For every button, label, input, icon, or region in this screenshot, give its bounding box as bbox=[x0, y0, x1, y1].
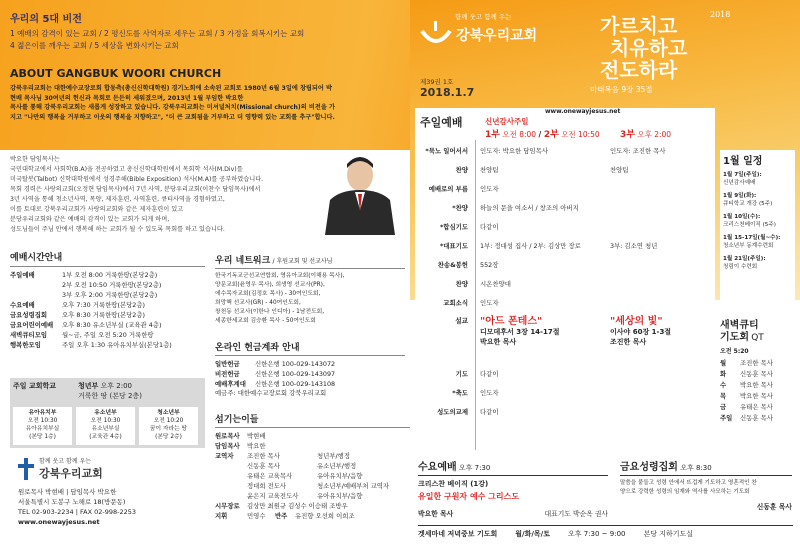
order-row: 찬송&봉헌 552장 bbox=[437, 260, 499, 269]
header-church-name: 강북우리교회 bbox=[456, 28, 538, 44]
theme-year: 2018 bbox=[710, 10, 731, 19]
vision-line-2: 4 젊은이를 깨우는 교회 / 5 세상을 변화시키는 교회 bbox=[10, 41, 179, 50]
servants-title: 섬기는이들 bbox=[215, 412, 410, 428]
vision-section bbox=[10, 10, 400, 52]
qt-title-1: 새벽큐티 bbox=[720, 320, 759, 331]
order-row: 예배로의 부름 인도자 bbox=[428, 184, 499, 193]
bio-line: 이를 토대로 강북우리교회가 사랑의교회와 같은 제자훈련이 있고 bbox=[10, 206, 184, 213]
wed-time: 오후 7:30 bbox=[458, 464, 491, 472]
offering-holder: 예금주: 대한예수교장로회 강북우리교회 bbox=[215, 389, 327, 397]
fri-speaker: 신동훈 목사 bbox=[756, 503, 792, 511]
schedule-row: 행복한모임 주일 오후 1:30 유아유치부실(본당1층) bbox=[10, 341, 172, 349]
order-row: *찬양 하늘의 문을 여소서 / 창조의 아버지 bbox=[452, 203, 579, 212]
wed-topic: 유일한 구원자 예수 그리스도 bbox=[418, 492, 520, 501]
fri-desc-1: 말씀을 붙들고 성령 안에서 뜨겁게 기도하고 영혼적인 찬 bbox=[620, 480, 757, 486]
qt-time: 오전 5:20 bbox=[720, 348, 749, 355]
sermon1-title: "아드 폰테스" bbox=[480, 316, 543, 327]
order-row: *묵노 일어서서 인도자: 박요한 담임목사 인도자: 조진한 목사 bbox=[425, 146, 666, 155]
sermon-row: 설교 "아드 폰테스" 디모데후서 3장 14-17절 박요한 목사 "세상의 빛" 이사야 60장 1-3절 조진한 목사 bbox=[415, 312, 715, 364]
footer-address: 서울특별시 도봉구 노해로 18(방문동) bbox=[18, 498, 126, 506]
about-section bbox=[10, 67, 405, 122]
schedule-row: 금요어린이예배 오후 8:30 유소년부실 (교육관 4층) bbox=[10, 321, 162, 329]
bio-line: 박요한 담임목사는 bbox=[10, 156, 60, 163]
network-line: 세종한세교회 김승환 목사 - 50여인도회 bbox=[215, 318, 316, 324]
month-title: 1월 일정 bbox=[723, 156, 763, 167]
wed-speaker: 박요한 목사 bbox=[418, 510, 454, 518]
schedule-row: 금요성령집회 오후 8:30 거룩한땅(본당2층) bbox=[10, 311, 146, 319]
wed-sub: 크리스찬 베이직 (1강) bbox=[418, 480, 489, 488]
schedule-row: 새벽큐티모임 월~금, 주일 오전 5:20 거룩한땅 bbox=[10, 331, 154, 339]
about-line: 현배 목사님 30여년의 헌신과 목회로 든든히 세워졌으며, 2013년 1월 부임한 박요한 bbox=[10, 94, 244, 102]
issue-number: 제39권 1호 bbox=[420, 78, 454, 86]
month-schedule bbox=[720, 150, 795, 318]
offering-title: 온라인 헌금계좌 안내 bbox=[215, 340, 405, 356]
schedule-row: 주일예배 1부 오전 8:00 거룩한땅(본당2층) bbox=[10, 271, 158, 279]
church-school-box bbox=[10, 378, 205, 448]
church-logo-icon bbox=[18, 458, 34, 480]
church-header bbox=[420, 12, 560, 49]
gethsemane-section bbox=[418, 525, 793, 539]
worship-title: 주일예배 bbox=[420, 116, 463, 129]
worship-special: 신년감사주일 bbox=[485, 117, 529, 126]
footer-church-name: 강북우리교회 bbox=[39, 467, 103, 480]
footer-pastors: 원로목사 박현배 | 담임목사 박요한 bbox=[18, 488, 117, 496]
network-line: 희망핵 선교사(GR) - 40여인도회, bbox=[215, 300, 301, 306]
fri-time: 오후 8:30 bbox=[680, 464, 712, 472]
wednesday-section bbox=[418, 458, 608, 518]
servants-section: 섬기는이들 원로목사 박현배 담임목사 박요한 교역자 조진한 목사 청년부/행정 신동훈 목사 유소년부/행정 유태은 교육목사 유아유치부/음향 정대희 전도사 청소년부/예배부처 교역자 윤은지 교육전도사 유아유치부/음향 시무장로 김상만 최원규 김성수 이승태 조방우 지휘 민영수 반주 유진향 오선희 이희조 bbox=[215, 412, 410, 521]
network-line: 창천동 선교사(이한나 인디아) - 1남전도회, bbox=[215, 309, 325, 315]
wed-leader: 대표기도 박순옥 권사 bbox=[544, 510, 608, 518]
order-row: *대표기도 1부: 정대성 집사 / 2부: 김상만 장로 3부: 김소연 청년 bbox=[439, 241, 658, 250]
vision-line-1: 1 예배의 감격이 있는 교회 / 2 평신도를 사역자로 세우는 교회 / 3 가정을 회복시키는 교회 bbox=[10, 29, 305, 38]
bio-line: 국민대학교에서 사회학(B.A)을 전공하였고 총신신학대학원에서 목회학 석사(M.Div)를 bbox=[10, 166, 243, 173]
network-line: 에수목자교회(김정호 목사) - 30여인도회, bbox=[215, 291, 321, 297]
geth-time: 오후 7:30 ~ 9:00 bbox=[567, 530, 626, 538]
qt-title-2: 기도회 bbox=[720, 332, 749, 343]
order-row: 기도 다같이 bbox=[455, 369, 499, 378]
dept-card: 청소년부 오전 10:20 꿈이 자라는 땅 (본당 2층) bbox=[139, 407, 198, 445]
month-item: 1월 10일(수): 크리스천베이직 (5주) bbox=[723, 214, 776, 228]
website: www.onewayjesus.net bbox=[545, 108, 621, 115]
sermon2-by: 조진한 목사 bbox=[610, 338, 647, 346]
issue-date: 2018.1.7 bbox=[420, 86, 475, 99]
order-row: *합심기도 다같이 bbox=[439, 222, 499, 231]
network-title: 우리 네트워크 bbox=[215, 256, 271, 266]
network-subtitle: / 후원교회 및 선교사님 bbox=[272, 258, 333, 265]
qt-abbr: QT bbox=[751, 333, 764, 343]
fri-desc-2: 양으로 강력한 성령의 임재와 역사를 사모하는 기도회 bbox=[620, 488, 750, 495]
vision-title: 우리의 5대 비전 bbox=[10, 14, 82, 25]
order-row: *축도 인도자 bbox=[452, 388, 499, 397]
order-row: 찬양 시온찬양대 bbox=[455, 279, 511, 288]
sermon2-title: "세상의 빛" bbox=[610, 316, 663, 327]
about-line: 목사를 통해 강북우리교회는 새롭게 성장하고 있습니다. 강북우리교회는 미셔널처치(Missional church)의 비전을 가 bbox=[10, 104, 335, 111]
dept-card: 유아유치부 오전 10:30 유아유치부실 (본당 1층) bbox=[13, 407, 72, 445]
network-line: 양문교회(윤영우 목사), 희생영 선교사(PR), bbox=[215, 282, 325, 288]
geth-place: 본당 지하기도실 bbox=[643, 530, 694, 538]
issue-info bbox=[420, 77, 474, 99]
friday-section bbox=[620, 458, 792, 512]
order-row: 교회소식 인도자 bbox=[443, 298, 499, 307]
footer-church-info bbox=[18, 456, 203, 527]
header-slogan: 함께 웃고 함께 우는 bbox=[455, 13, 512, 21]
theme-line-3: 전도하라 bbox=[600, 58, 678, 82]
schedule-row: 2부 오전 10:50 거룩한땅(본당2층) bbox=[62, 281, 162, 289]
month-item: 1월 15-17일(월~수): 청소년부 동계수련회 bbox=[723, 235, 781, 249]
wed-title: 수요예배 bbox=[418, 462, 457, 473]
bio-line: 성도님들이 주님 안에서 행복해 하는 교회가 될 수 있도록 목회를 하고 있습니다. bbox=[10, 226, 225, 233]
footer-web: www.onewayjesus.net bbox=[18, 518, 100, 526]
pastor-photo bbox=[300, 150, 405, 235]
network-section bbox=[215, 253, 405, 326]
bio-line: 미국탈봇(Talbot) 신학대학원에서 성경주해(Bible Exposition) 석사(M.A)를 공부하였습니다. bbox=[10, 176, 264, 183]
schedule-row: 수요예배 오후 7:30 거룩한땅(본당2층) bbox=[10, 301, 146, 309]
about-line: 강북우리교회는 대한예수교장로회 합동측(총신신학대학원) 경기노회에 소속된 교회로 1980년 6월 3일에 창립되어 박 bbox=[10, 85, 332, 92]
sermon1-ref: 디모데후서 3장 14-17절 bbox=[480, 328, 560, 336]
month-item: 1월 7일(주일): 신년감사예배 bbox=[723, 172, 762, 186]
order-row: 성도의교제 다같이 bbox=[437, 407, 499, 416]
about-line: 지고 "나만의 행복을 거부하고 이웃의 행복을 지향하고", "더 큰 교회됨을 거부하고 더 영향력 있는 교회를 추구"합니다. bbox=[10, 113, 335, 121]
order-row: 찬양 찬양팀 찬양팀 bbox=[455, 165, 629, 174]
youth-place: 거룩한 땅 (본당 2층) bbox=[78, 392, 142, 400]
schedule-row: 3부 오후 2:00 거룩한땅(본당2층) bbox=[62, 291, 158, 299]
pastor-bio bbox=[10, 155, 310, 235]
network-line: 한국기독교군선교연합회, 영유아교회(이해용 목사), bbox=[215, 273, 345, 279]
youth-time: 오후 2:00 bbox=[100, 382, 132, 390]
footer-slogan: 함께 웃고 함께 우는 bbox=[39, 458, 92, 465]
bio-line: 분당우리교회와 같은 예배의 감격이 있는 교회가 되게 하며, bbox=[10, 216, 170, 223]
about-title: ABOUT GANGBUK WOORI CHURCH bbox=[10, 67, 222, 80]
theme-line-1: 가르치고 bbox=[600, 14, 678, 38]
church-school-title: 주일 교회학교 bbox=[13, 382, 57, 390]
geth-days: 월/화/목/토 bbox=[515, 530, 550, 538]
qt-section: 새벽큐티 기도회 QT 오전 5:20 월 조진한 목사 화 신동훈 목사 수 박요한 목사 목 박요한 목사 금 유태은 목사 주일 신동훈 목사 bbox=[720, 320, 795, 424]
dept-card: 유소년부 오전 10:30 유소년부실 (교육관 4층) bbox=[76, 407, 135, 445]
geth-title: 겟세마네 저녁중보 기도회 bbox=[418, 530, 498, 538]
month-item: 1월 9일(화): 큐티학교 개강 (5주) bbox=[723, 193, 773, 207]
theme-line-2: 치유하고 bbox=[610, 36, 688, 60]
order-list bbox=[415, 141, 715, 421]
sermon1-by: 박요한 목사 bbox=[480, 338, 517, 346]
sermon2-ref: 이사야 60장 1-3절 bbox=[610, 328, 672, 336]
fri-title: 금요성령집회 bbox=[620, 462, 678, 473]
month-item: 1월 21일(주일): 청림이 수련회 bbox=[723, 256, 766, 270]
bio-line: 3년 사역을 통해 청소년사역, 목양, 제자훈련, 사역훈련, 큐티사역을 경험하였고, bbox=[10, 196, 225, 203]
theme-verse: 마태복음 9장 35절 bbox=[590, 85, 653, 94]
bio-line: 목회 경력은 사랑의교회(오정현 담임목사)에서 7년 사역, 분당우리교회(이찬수 담임목사)에서 bbox=[10, 186, 261, 193]
schedule-title: 예배시간안내 bbox=[10, 253, 63, 263]
church-logo-icon bbox=[420, 21, 452, 49]
youth-label: 청년부 bbox=[78, 382, 99, 390]
schedule-box bbox=[10, 250, 205, 378]
theme-block bbox=[590, 10, 790, 95]
worship-card: www.onewayjesus.net 주일예배 신년감사주일 1부 오전 8:00 / 2부 오전 10:50 3부 오후 2:00 *묵노 일어서서 인도자: 박요한 담임목사 인도자: 조진한 목사 찬양 찬양팀 찬양팀 예배로의 부름 인도자 *찬양 하늘의 문을 여소서 / 창조의 아버지 *합심기도 다같이 *대표기도 1부: 정대성 집사 / 2부: 김상만 장로 3부: 김소연 청년 찬송&봉헌 552장 찬양 시온찬양대 교회소식 인도자 설교 "아드 폰테스" 디모데후서 3장 14-17절 박요한 목사 "세상의 빛" 이사야 60장 1-3절 조진한 목사 기도 다같이 *축도 인도자 성도의교제 다같이 bbox=[415, 108, 715, 453]
offering-section: 온라인 헌금계좌 안내 일반헌금 신한은행 100-029-143072 비전헌금 신한은행 100-029-143097 예배후계대 신한은행 100-029-143108 예금주: 대한예수교장로회 강북우리교회 bbox=[215, 340, 405, 399]
footer-tel: TEL 02-903-2234 | FAX 02-998-2253 bbox=[18, 508, 137, 516]
